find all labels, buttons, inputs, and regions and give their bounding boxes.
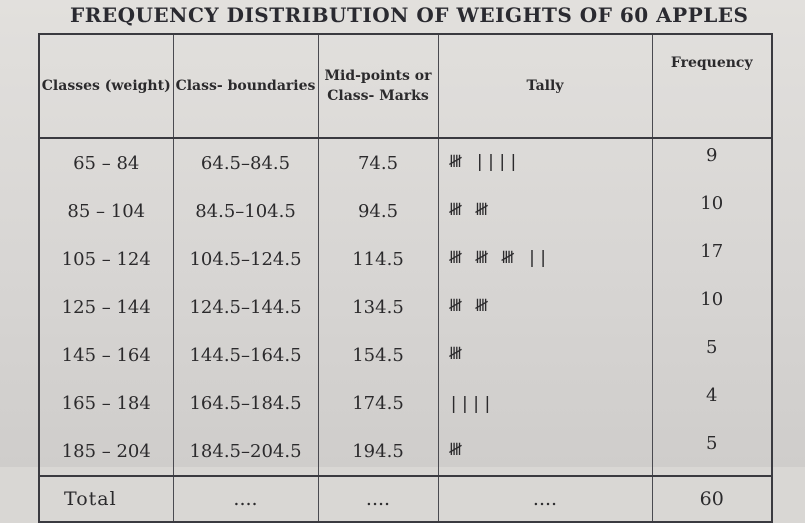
table-row [39,379,772,427]
midpoint-cell: 174.5 [318,379,438,427]
header-tally: Tally [438,34,652,138]
frequency-cell: 9 [652,138,772,187]
midpoint-cell: 134.5 [318,283,438,331]
boundary-cell: 164.5–184.5 [173,379,318,427]
midpoint-cell: 74.5 [318,138,438,187]
tally-cell [438,283,652,331]
boundary-cell: 64.5–84.5 [173,138,318,187]
header-boundaries: Class- boundaries [173,34,318,138]
table-row [39,187,772,235]
midpoint-cell: 114.5 [318,235,438,283]
header-classes: Classes (weight) [39,34,173,138]
tally-cell [438,331,652,379]
total-label: Total [39,476,173,522]
total-row [39,476,772,522]
tally-cell [438,235,652,283]
tally-marks: 𝍸 𝍸 [448,199,490,220]
boundary-cell: 184.5–204.5 [173,427,318,476]
header-frequency: Frequency [652,34,772,138]
midpoint-cell: 94.5 [318,187,438,235]
tally-marks: 𝍸 |||| [448,151,520,172]
class-cell: 185 – 204 [39,427,173,476]
frequency-cell: 5 [652,427,772,476]
tally-cell [438,427,652,476]
table-row [39,331,772,379]
tally-cell [438,187,652,235]
frequency-cell: 4 [652,379,772,427]
tally-marks: 𝍸 𝍸 [448,295,490,316]
total-midpoint: .... [318,476,438,522]
boundary-cell: 104.5–124.5 [173,235,318,283]
class-cell: 125 – 144 [39,283,173,331]
midpoint-cell: 194.5 [318,427,438,476]
boundary-cell: 84.5–104.5 [173,187,318,235]
class-cell: 65 – 84 [39,138,173,187]
class-cell: 165 – 184 [39,379,173,427]
table-row [39,235,772,283]
table-row [39,283,772,331]
class-cell: 105 – 124 [39,235,173,283]
header-midpoints: Mid-points or Class- Marks [318,34,438,138]
class-cell: 145 – 164 [39,331,173,379]
frequency-cell: 10 [652,187,772,235]
table-row [39,427,772,476]
boundary-cell: 144.5–164.5 [173,331,318,379]
table-row [39,138,772,187]
midpoint-cell: 154.5 [318,331,438,379]
boundary-cell: 124.5–144.5 [173,283,318,331]
tally-marks: 𝍸 [448,343,464,364]
total-boundary: .... [173,476,318,522]
class-cell: 85 – 104 [39,187,173,235]
table-title: FREQUENCY DISTRIBUTION OF WEIGHTS OF 60 APPLES [70,3,749,27]
tally-cell [438,138,652,187]
frequency-cell: 5 [652,331,772,379]
total-tally: .... [438,476,652,522]
total-frequency: 60 [652,476,772,522]
tally-marks: 𝍸 𝍸 𝍸 || [448,247,550,268]
frequency-table [38,33,773,523]
tally-marks: |||| [448,393,494,414]
header-row [39,34,772,138]
tally-cell [438,379,652,427]
frequency-cell: 10 [652,283,772,331]
frequency-cell: 17 [652,235,772,283]
tally-marks: 𝍸 [448,439,464,460]
